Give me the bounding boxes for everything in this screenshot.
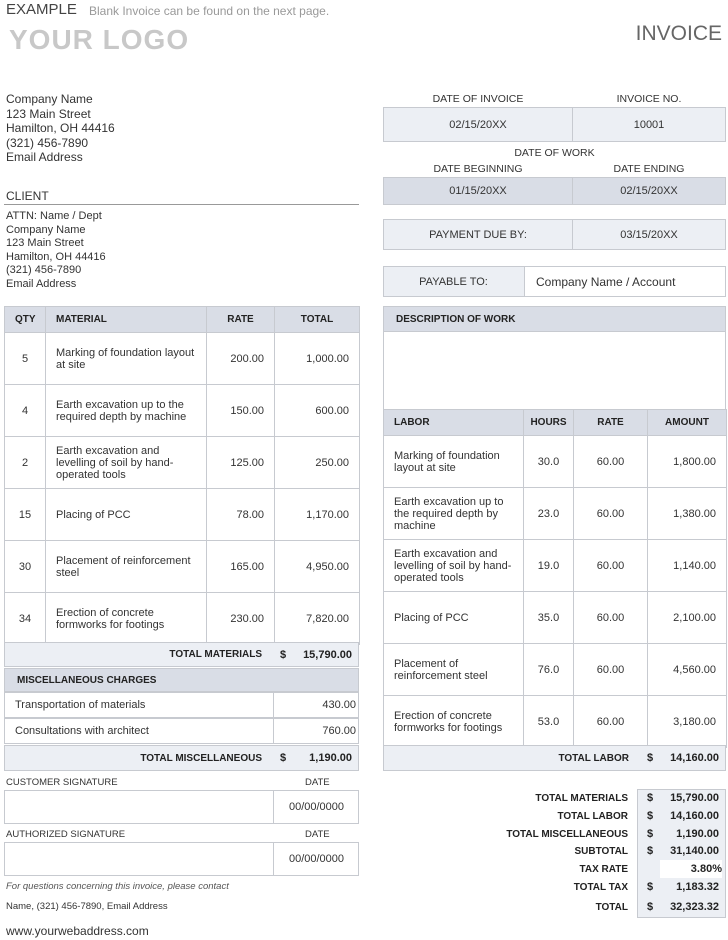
materials-header-rate: RATE <box>207 307 275 333</box>
client-city: Hamilton, OH 44416 <box>6 250 106 263</box>
footer-question: For questions concerning this invoice, please contact <box>6 881 229 892</box>
material-total[interactable]: 4,950.00 <box>275 541 360 593</box>
footer-contact: Name, (321) 456-7890, Email Address <box>6 901 168 912</box>
labor-amount[interactable]: 1,140.00 <box>648 540 727 592</box>
labor-hours[interactable]: 30.0 <box>524 436 574 488</box>
example-label: EXAMPLE <box>6 1 77 18</box>
material-qty[interactable]: 5 <box>5 333 46 385</box>
summary-currency: $ <box>647 881 654 893</box>
labor-rate[interactable]: 60.00 <box>574 644 648 696</box>
table-row <box>5 489 360 541</box>
total-materials-label: TOTAL MATERIALS <box>169 649 262 660</box>
company-block <box>6 92 115 165</box>
labor-amount[interactable]: 2,100.00 <box>648 592 727 644</box>
material-desc[interactable]: Placement of reinforcement steel <box>46 541 207 593</box>
material-rate[interactable]: 230.00 <box>207 593 275 645</box>
payment-due-label: PAYMENT DUE BY: <box>429 228 527 241</box>
customer-date-value[interactable]: 00/00/0000 <box>288 801 345 813</box>
date-of-work-label: DATE OF WORK <box>514 147 595 159</box>
date-beginning-value[interactable]: 01/15/20XX <box>449 185 507 197</box>
labor-rate[interactable]: 60.00 <box>574 488 648 540</box>
total-labor-currency: $ <box>647 752 654 764</box>
summary-value-total-misc: 1,190.00 <box>676 828 719 840</box>
date-ending-value[interactable]: 02/15/20XX <box>620 185 678 197</box>
labor-amount[interactable]: 1,380.00 <box>648 488 727 540</box>
material-desc[interactable]: Earth excavation and levelling of soil by hand-operated tools <box>46 437 207 489</box>
table-row <box>5 333 360 385</box>
footer-website[interactable]: www.yourwebaddress.com <box>6 924 149 938</box>
labor-hours[interactable]: 23.0 <box>524 488 574 540</box>
labor-rate[interactable]: 60.00 <box>574 696 648 748</box>
invoice-title: INVOICE <box>635 22 722 45</box>
materials-table <box>4 306 360 645</box>
material-desc[interactable]: Earth excavation up to the required depth by machine <box>46 385 207 437</box>
labor-rate[interactable]: 60.00 <box>574 592 648 644</box>
labor-amount[interactable]: 3,180.00 <box>648 696 727 748</box>
summary-label-total-labor: TOTAL LABOR <box>557 810 628 822</box>
client-block <box>6 210 106 291</box>
labor-amount[interactable]: 1,800.00 <box>648 436 727 488</box>
payable-to-divider <box>524 266 525 297</box>
material-qty[interactable]: 34 <box>5 593 46 645</box>
payment-due-value[interactable]: 03/15/20XX <box>620 228 678 241</box>
labor-header-rate: RATE <box>574 410 648 436</box>
material-desc[interactable]: Placing of PCC <box>46 489 207 541</box>
misc-amount-1[interactable]: 430.00 <box>322 699 356 711</box>
client-label: CLIENT <box>6 189 49 203</box>
logo-placeholder: YOUR LOGO <box>9 24 190 55</box>
table-row <box>384 436 727 488</box>
misc-desc-1[interactable]: Transportation of materials <box>15 699 146 711</box>
material-rate[interactable]: 78.00 <box>207 489 275 541</box>
labor-amount[interactable]: 4,560.00 <box>648 644 727 696</box>
summary-label-tax-rate: TAX RATE <box>579 863 628 875</box>
summary-currency: $ <box>647 828 654 840</box>
material-qty[interactable]: 4 <box>5 385 46 437</box>
date-of-invoice-label: DATE OF INVOICE <box>432 93 524 105</box>
client-phone: (321) 456-7890 <box>6 264 82 276</box>
labor-header-hours: HOURS <box>524 410 574 436</box>
labor-hours[interactable]: 19.0 <box>524 540 574 592</box>
client-attn: ATTN: Name / Dept <box>6 210 102 222</box>
summary-label-total-materials: TOTAL MATERIALS <box>535 792 628 804</box>
company-name: Company Name <box>6 92 93 106</box>
table-row <box>384 592 727 644</box>
table-row <box>5 593 360 645</box>
table-row <box>5 437 360 489</box>
labor-desc[interactable]: Erection of concrete formworks for footings <box>384 696 524 748</box>
client-email: Email Address <box>6 277 77 290</box>
labor-desc[interactable]: Placing of PCC <box>384 592 524 644</box>
summary-label-total: TOTAL <box>595 901 628 913</box>
client-name: Company Name <box>6 223 86 236</box>
client-divider <box>4 204 359 205</box>
material-total[interactable]: 1,170.00 <box>275 489 360 541</box>
misc-header: MISCELLANEOUS CHARGES <box>4 668 359 692</box>
summary-value-total: 32,323.32 <box>670 901 719 913</box>
material-rate[interactable]: 165.00 <box>207 541 275 593</box>
company-phone: (321) 456-7890 <box>6 135 89 150</box>
labor-header-row <box>384 410 727 436</box>
material-total[interactable]: 1,000.00 <box>275 333 360 385</box>
summary-currency: $ <box>647 810 654 822</box>
labor-header-labor: LABOR <box>384 410 524 436</box>
labor-desc[interactable]: Placement of reinforcement steel <box>384 644 524 696</box>
date-of-invoice-value[interactable]: 02/15/20XX <box>449 118 507 131</box>
table-row <box>5 541 360 593</box>
summary-value-tax-rate[interactable]: 3.80% <box>660 860 722 878</box>
description-header: DESCRIPTION OF WORK <box>383 306 726 332</box>
labor-hours[interactable]: 53.0 <box>524 696 574 748</box>
date-ending-label: DATE ENDING <box>613 163 685 175</box>
invoice-no-value[interactable]: 10001 <box>633 118 665 131</box>
total-materials-value: 15,790.00 <box>303 648 352 661</box>
summary-currency: $ <box>647 901 654 913</box>
payable-to-label: PAYABLE TO: <box>419 275 488 288</box>
authorized-signature-label: AUTHORIZED SIGNATURE <box>6 829 126 840</box>
company-street: 123 Main Street <box>6 106 91 121</box>
customer-signature-label: CUSTOMER SIGNATURE <box>6 777 118 788</box>
client-street: 123 Main Street <box>6 237 84 249</box>
summary-label-total-misc: TOTAL MISCELLANEOUS <box>506 828 628 840</box>
table-row <box>5 385 360 437</box>
material-qty[interactable]: 2 <box>5 437 46 489</box>
total-misc-label: TOTAL MISCELLANEOUS <box>140 752 262 764</box>
invoice-no-label: INVOICE NO. <box>616 93 682 105</box>
labor-hours[interactable]: 35.0 <box>524 592 574 644</box>
total-materials-currency: $ <box>280 648 287 661</box>
table-row <box>384 488 727 540</box>
summary-label-total-tax: TOTAL TAX <box>573 881 628 893</box>
labor-header-amount: AMOUNT <box>648 410 727 436</box>
customer-date-label: DATE <box>305 777 330 788</box>
company-city: Hamilton, OH 44416 <box>6 121 115 136</box>
payable-to-value[interactable]: Company Name / Account <box>536 274 676 289</box>
material-qty[interactable]: 30 <box>5 541 46 593</box>
labor-rate[interactable]: 60.00 <box>574 540 648 592</box>
authorized-date-value[interactable]: 00/00/0000 <box>288 853 345 865</box>
total-misc-value: 1,190.00 <box>309 752 352 764</box>
total-misc-currency: $ <box>280 752 287 764</box>
misc-amount-2[interactable]: 760.00 <box>322 725 356 737</box>
summary-label-subtotal: SUBTOTAL <box>574 845 628 857</box>
material-total[interactable]: 600.00 <box>275 385 360 437</box>
labor-table <box>383 409 727 748</box>
material-qty[interactable]: 15 <box>5 489 46 541</box>
example-note: Blank Invoice can be found on the next page. <box>89 4 330 18</box>
labor-hours[interactable]: 76.0 <box>524 644 574 696</box>
material-total[interactable]: 7,820.00 <box>275 593 360 645</box>
summary-currency: $ <box>647 792 654 804</box>
table-row <box>384 696 727 748</box>
table-row <box>384 540 727 592</box>
date-beginning-label: DATE BEGINNING <box>433 163 523 175</box>
summary-value-total-tax: 1,183.32 <box>676 881 719 893</box>
summary-value-total-labor: 14,160.00 <box>670 810 719 822</box>
labor-desc[interactable]: Marking of foundation layout at site <box>384 436 524 488</box>
summary-currency: $ <box>647 845 654 857</box>
total-labor-value: 14,160.00 <box>670 752 719 764</box>
material-rate[interactable]: 150.00 <box>207 385 275 437</box>
company-email: Email Address <box>6 150 83 165</box>
materials-header-row <box>5 307 360 333</box>
authorized-date-label: DATE <box>305 829 330 840</box>
misc-desc-2[interactable]: Consultations with architect <box>15 725 149 737</box>
labor-desc[interactable]: Earth excavation and levelling of soil by hand-operated tools <box>384 540 524 592</box>
material-desc[interactable]: Erection of concrete formworks for footings <box>46 593 207 645</box>
materials-header-material: MATERIAL <box>46 307 207 333</box>
labor-desc[interactable]: Earth excavation up to the required depth by machine <box>384 488 524 540</box>
table-row <box>384 644 727 696</box>
material-desc[interactable]: Marking of foundation layout at site <box>46 333 207 385</box>
materials-header-total: TOTAL <box>275 307 360 333</box>
materials-header-qty: QTY <box>5 307 46 333</box>
labor-rate[interactable]: 60.00 <box>574 436 648 488</box>
summary-value-total-materials: 15,790.00 <box>670 792 719 804</box>
material-rate[interactable]: 200.00 <box>207 333 275 385</box>
material-rate[interactable]: 125.00 <box>207 437 275 489</box>
total-labor-label: TOTAL LABOR <box>558 752 629 764</box>
material-total[interactable]: 250.00 <box>275 437 360 489</box>
summary-value-subtotal: 31,140.00 <box>670 845 719 857</box>
